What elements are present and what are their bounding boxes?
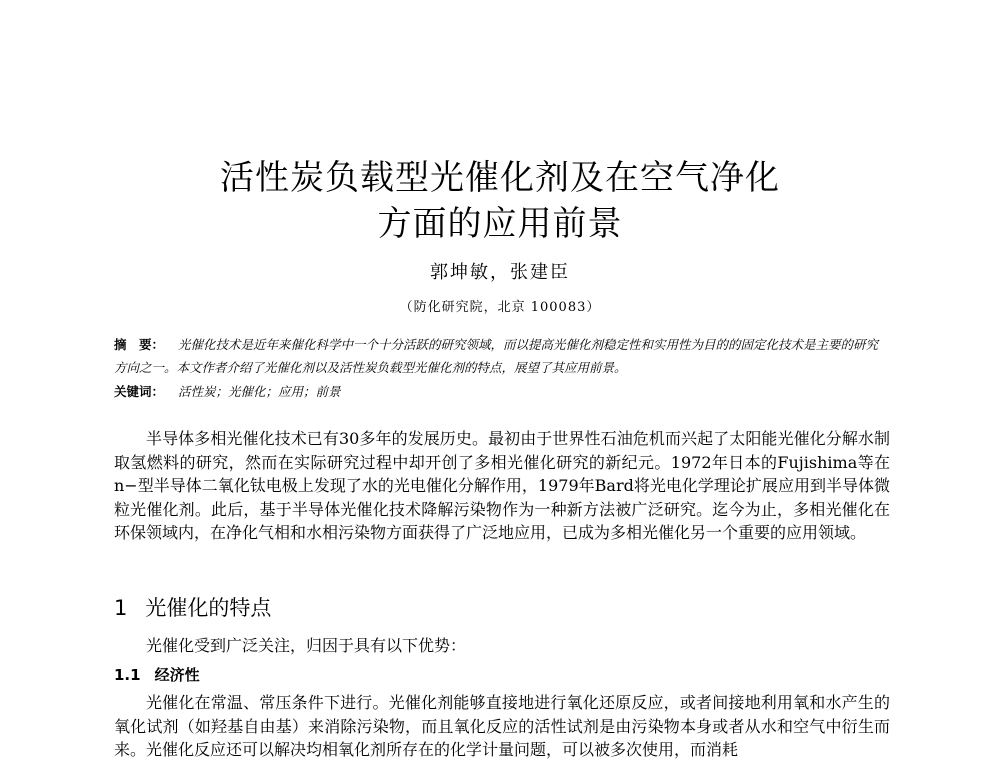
abstract <box>114 333 890 379</box>
author-list: 郭坤敏，张建臣 <box>430 262 570 283</box>
section-intro-paragraph: 光催化受到广泛关注，归因于具有以下优势： <box>146 636 467 655</box>
paper-title-line1: 活性炭负载型光催化剂及在空气净化 <box>220 158 780 198</box>
subsection-title: 经济性 <box>154 666 200 684</box>
subsection-number: 1.1 <box>114 666 141 684</box>
paper-title-line2: 方面的应用前景 <box>377 204 623 244</box>
abstract-label: 摘 要： <box>114 337 165 352</box>
keywords <box>114 380 890 403</box>
abstract-text: 光催化技术是近年来催化科学中一个十分活跃的研究领域，而以提高光催化剂稳定性和实用性为目的的固定化技术是主要的研究方向之一。本文作者介绍了光催化剂以及活性炭负载型光催化剂的特点，展望了其应用前景。 <box>114 337 879 375</box>
body-paragraph: 光催化在常温、常压条件下进行。光催化剂能够直接地进行氧化还原反应，或者间接地利用氧和水产生的氧化试剂（如羟基自由基）来消除污染物，而且氧化反应的活性试剂是由污染物本身或者从水和空气中衍生而来。光催化反应还可以解决均相氧化剂所存在的化学计量问题，可以被多次使用，而消耗 <box>114 693 890 759</box>
affiliation: （防化研究院，北京 100083） <box>399 300 601 315</box>
subsection-heading-1-1 <box>114 664 200 685</box>
keywords-text: 活性炭；光催化；应用；前景 <box>178 384 341 399</box>
section-heading-1 <box>114 592 271 622</box>
intro-paragraph: 半导体多相光催化技术已有30多年的发展历史。最初由于世界性石油危机而兴起了太阳能光催化分解水制取氢燃料的研究，然而在实际研究过程中却开创了多相光催化研究的新纪元。1972年日本的Fujishima等在n−型半导体二氧化钛电极上发现了水的光电催化分解作用，1979年Bard将光电化学理论扩展应用到半导体微粒光催化剂。此后，基于半导体光催化技术降解污染物作为一种新方法被广泛研究。迄今为止，多相光催化在环保领域内，在净化气相和水相污染物方面获得了广泛地应用，已成为多相光催化另一个重要的应用领域。 <box>114 429 890 542</box>
keywords-label: 关键词： <box>114 384 165 399</box>
section-number: 1 <box>114 596 128 620</box>
section-title: 光催化的特点 <box>145 596 272 620</box>
